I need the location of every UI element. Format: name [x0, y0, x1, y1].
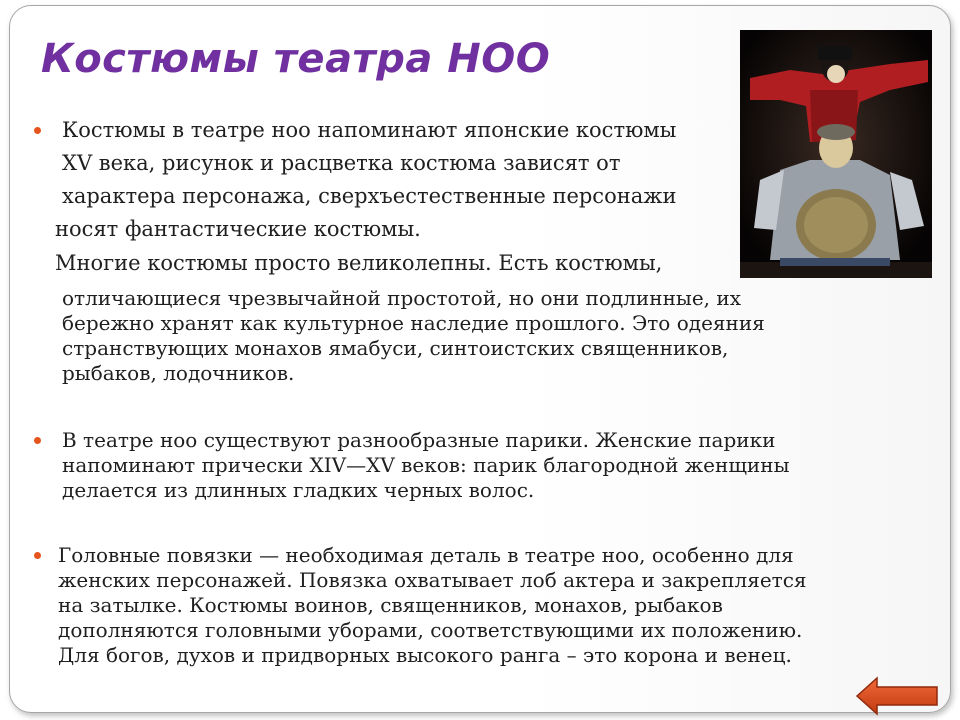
- p1-line-2: XV века, рисунок и расцветка костюма зависят от: [62, 151, 621, 175]
- bullet-1: [34, 127, 41, 134]
- p3-text: Головные повязки — необходимая деталь в театре ноо, особенно для женских персонажей. Повязка охватывает лоб актера и закрепляется на затылке. Костюмы воинов, священников, монахов, рыбаков дополняются головными уборами, соответствующими их положению. Для богов, духов и придворных высокого ранга – это корона и венец.: [58, 543, 807, 667]
- p1-continuation: отличающиеся чрезвычайной простотой, но они подлинные, их бережно хранят как культурное наследие прошлого. Это одеяния странствующих монахов ямабуси, синтоистских священников, рыбаков, лодочников.: [62, 286, 765, 385]
- back-arrow-button[interactable]: [855, 676, 941, 716]
- bullet-2: [34, 437, 41, 444]
- slide-title: Костюмы театра НОО: [41, 36, 551, 82]
- p1-line-4: носят фантастические костюмы.: [55, 217, 421, 241]
- p2-text: В театре ноо существуют разнообразные парики. Женские парики напоминают прически XIV—XV веков: парик благородной женщины делается из длинных гладких черных волос.: [62, 428, 790, 502]
- left-arrow-icon: [855, 676, 941, 716]
- noh-performers-photo: [740, 30, 932, 278]
- p1-line-5: Многие костюмы просто великолепны. Есть костюмы,: [55, 251, 663, 275]
- p1-line-3: характера персонажа, сверхъестественные персонажи: [62, 184, 677, 208]
- noh-photo-illustration: [740, 30, 932, 278]
- p1-line-1: Костюмы в театре ноо напоминают японские костюмы: [62, 118, 677, 142]
- bullet-3: [34, 552, 41, 559]
